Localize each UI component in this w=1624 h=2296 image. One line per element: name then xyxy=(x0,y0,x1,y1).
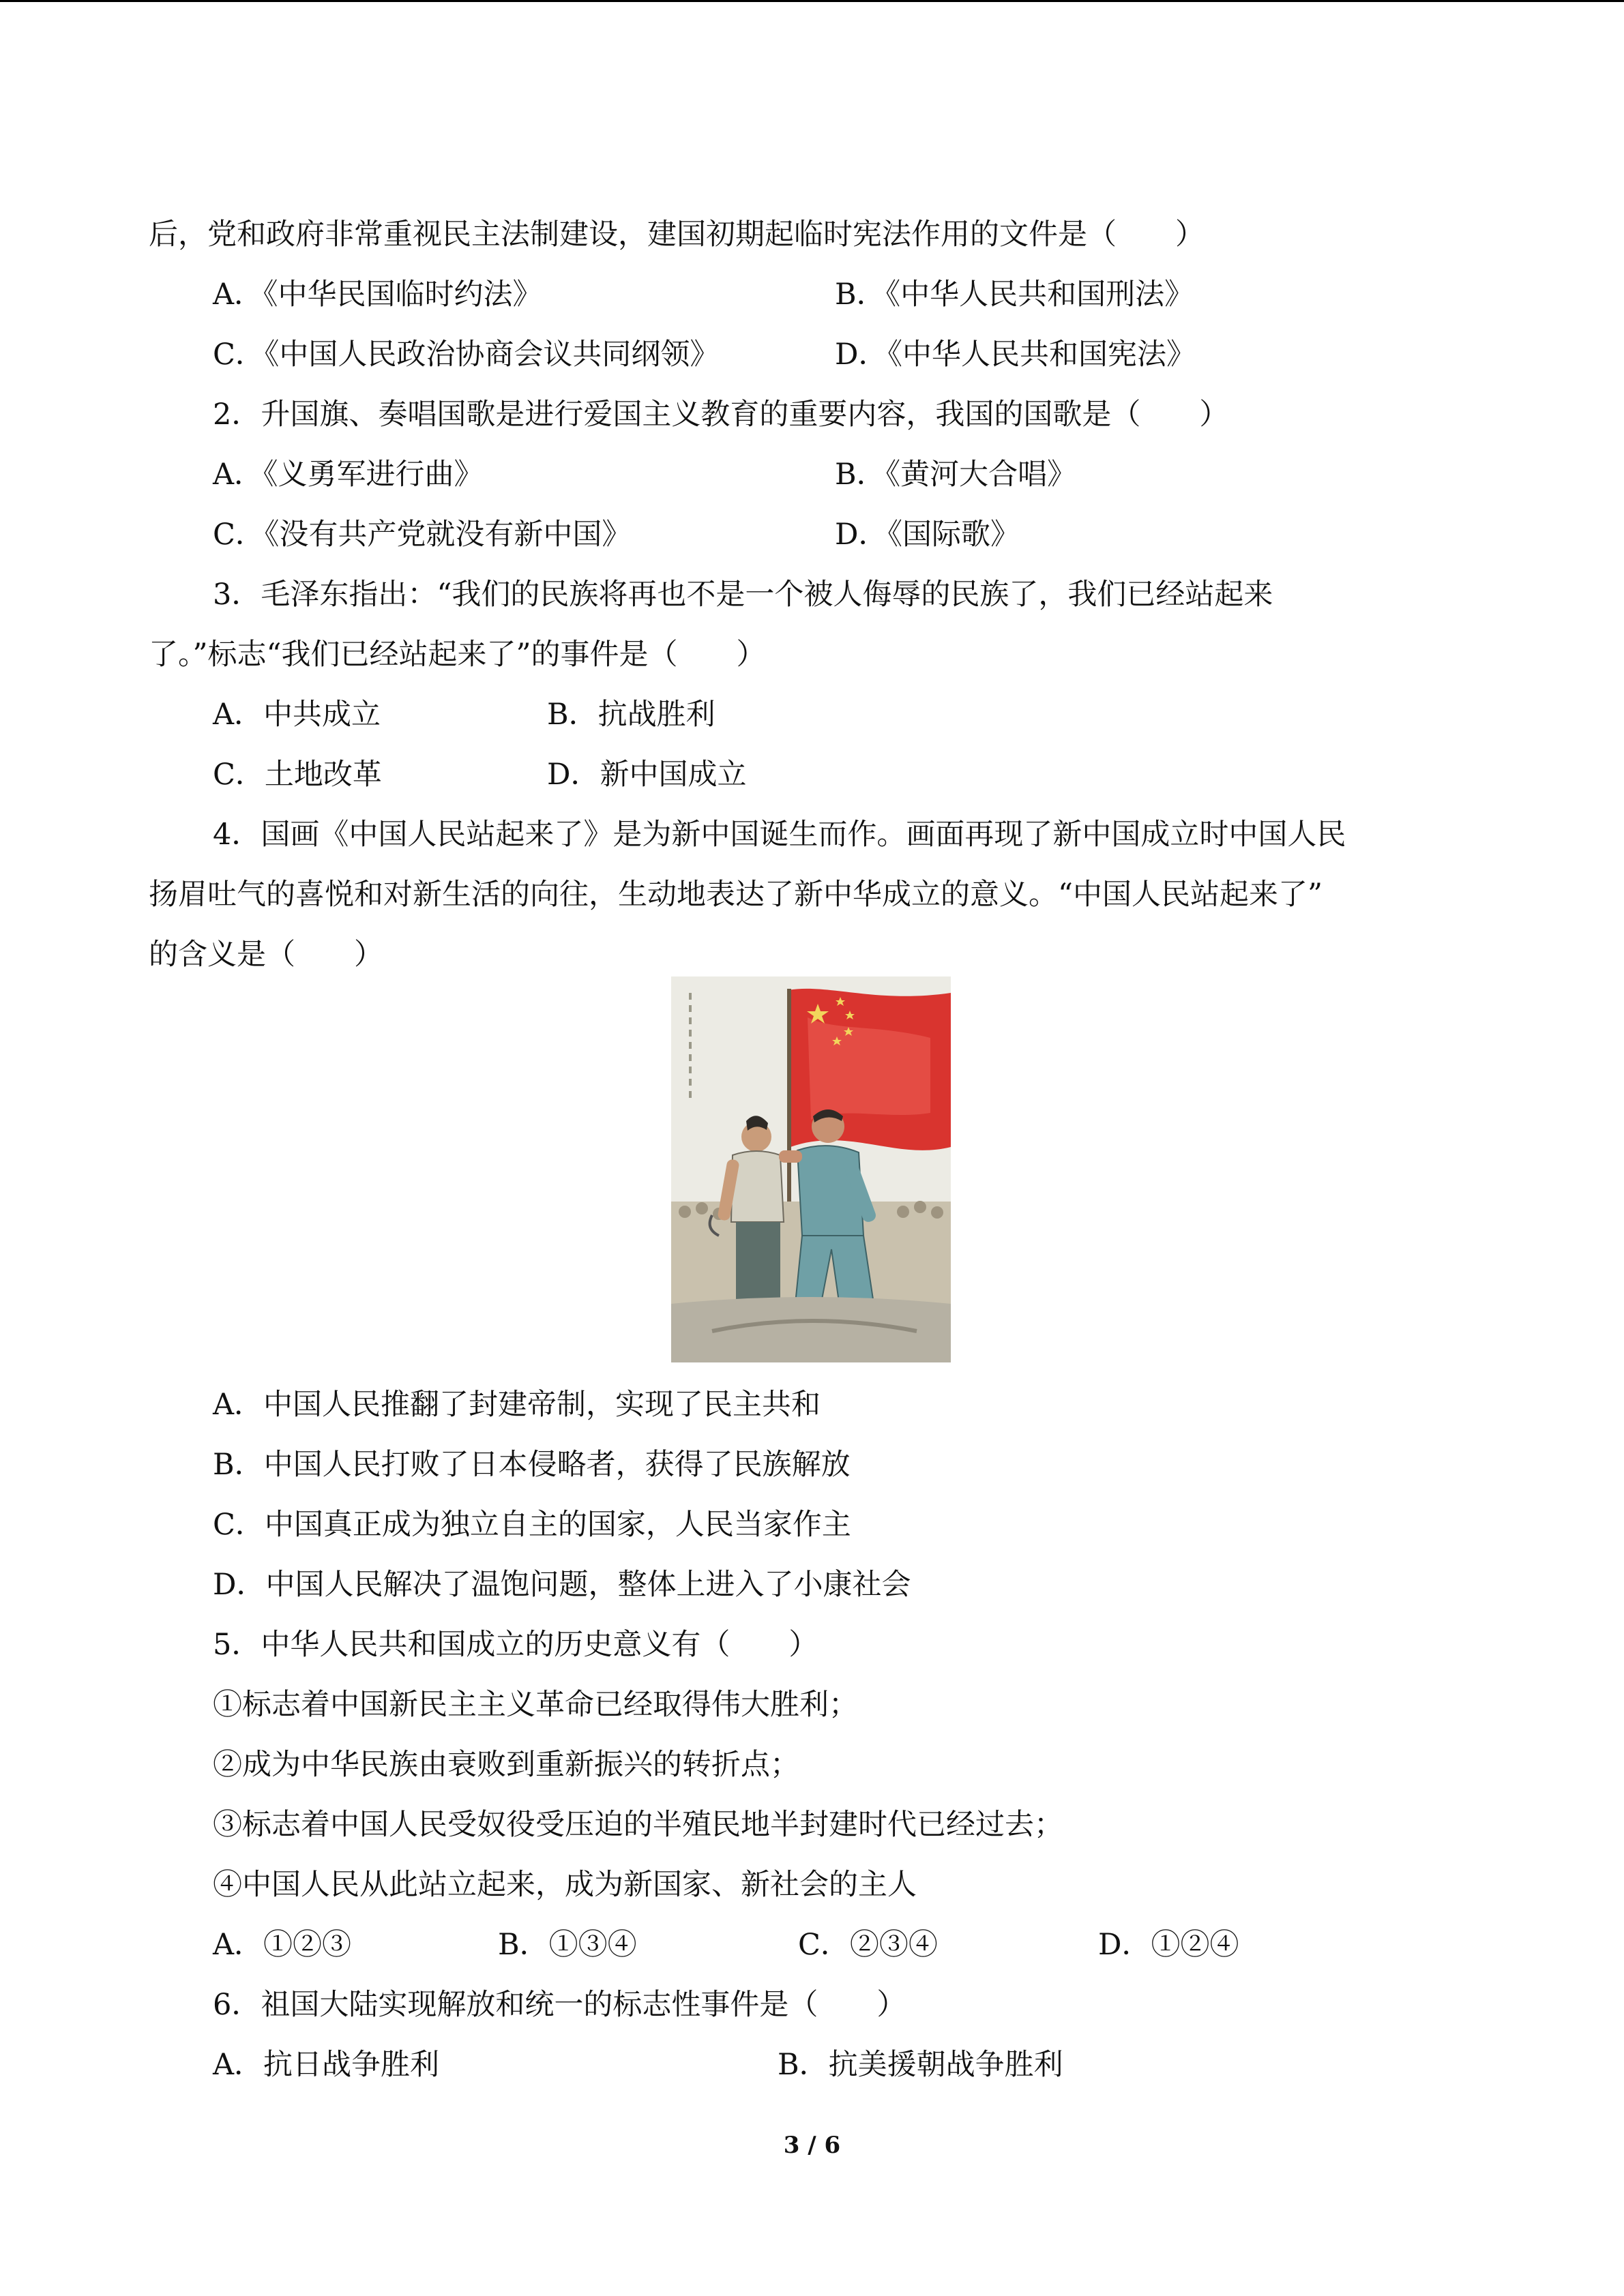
q4-stem-line2: 扬眉吐气的喜悦和对新生活的向往，生动地表达了新中华成立的意义。“中国人民站起来了” xyxy=(149,878,1323,912)
q4-stem-line1: 4．国画《中国人民站起来了》是为新中国诞生而作。画面再现了新中国成立时中国人民 xyxy=(213,818,1346,852)
q3-option-a: A．中共成立 xyxy=(213,698,381,732)
page-number: 3 / 6 xyxy=(783,2132,841,2159)
q2-option-c: C．《没有共产党就没有新中国》 xyxy=(213,518,632,552)
q5-option-a: A．①②③ xyxy=(213,1928,352,1962)
q3-option-c: C．土地改革 xyxy=(213,758,382,792)
q3-stem-line1: 3．毛泽东指出：“我们的民族将再也不是一个被人侮辱的民族了，我们已经站起来 xyxy=(213,578,1273,612)
q1-option-a: A．《中华民国临时约法》 xyxy=(213,278,542,312)
q5-statement-2: ②成为中华民族由衰败到重新振兴的转折点； xyxy=(213,1748,799,1782)
q1-stem: 后，党和政府非常重视民主法制建设，建国初期起临时宪法作用的文件是（ ） xyxy=(149,218,1205,252)
q1-option-b: B．《中华人民共和国刑法》 xyxy=(835,278,1194,312)
q6-stem: 6．祖国大陆实现解放和统一的标志性事件是（ ） xyxy=(213,1988,906,2022)
q5-statement-4: ④中国人民从此站立起来，成为新国家、新社会的主人 xyxy=(213,1868,917,1902)
q6-option-a: A．抗日战争胜利 xyxy=(213,2048,440,2082)
q3-option-b: B．抗战胜利 xyxy=(547,698,715,732)
q1-option-d: D．《中华人民共和国宪法》 xyxy=(835,338,1196,372)
q5-statement-3: ③标志着中国人民受奴役受压迫的半殖民地半封建时代已经过去； xyxy=(213,1808,1063,1842)
q2-option-a: A．《义勇军进行曲》 xyxy=(213,458,484,492)
q4-option-b: B．中国人民打败了日本侵略者，获得了民族解放 xyxy=(213,1448,851,1482)
q5-stem: 5．中华人民共和国成立的历史意义有（ ） xyxy=(213,1628,818,1662)
page-top-border xyxy=(0,0,1624,2)
q1-option-c: C．《中国人民政治协商会议共同纲领》 xyxy=(213,338,720,372)
q5-option-b: B．①③④ xyxy=(498,1928,637,1962)
q5-statement-1: ①标志着中国新民主主义革命已经取得伟大胜利； xyxy=(213,1688,858,1722)
q2-stem: 2．升国旗、奏唱国歌是进行爱国主义教育的重要内容，我国的国歌是（ ） xyxy=(213,398,1229,432)
q4-option-d: D．中国人民解决了温饱问题，整体上进入了小康社会 xyxy=(213,1568,911,1602)
q4-option-a: A．中国人民推翻了封建帝制，实现了民主共和 xyxy=(213,1388,821,1422)
q3-stem-line2: 了。”标志“我们已经站起来了”的事件是（ ） xyxy=(149,638,766,672)
q4-stem-line3: 的含义是（ ） xyxy=(149,938,383,972)
q5-option-d: D．①②④ xyxy=(1098,1928,1239,1962)
q5-option-c: C．②③④ xyxy=(798,1928,938,1962)
q4-option-c: C．中国真正成为独立自主的国家，人民当家作主 xyxy=(213,1508,851,1542)
q3-option-d: D．新中国成立 xyxy=(547,758,747,792)
painting-figure xyxy=(671,976,951,1362)
q2-option-d: D．《国际歌》 xyxy=(835,518,1020,552)
q6-option-b: B．抗美援朝战争胜利 xyxy=(778,2048,1063,2082)
q2-option-b: B．《黄河大合唱》 xyxy=(835,458,1077,492)
